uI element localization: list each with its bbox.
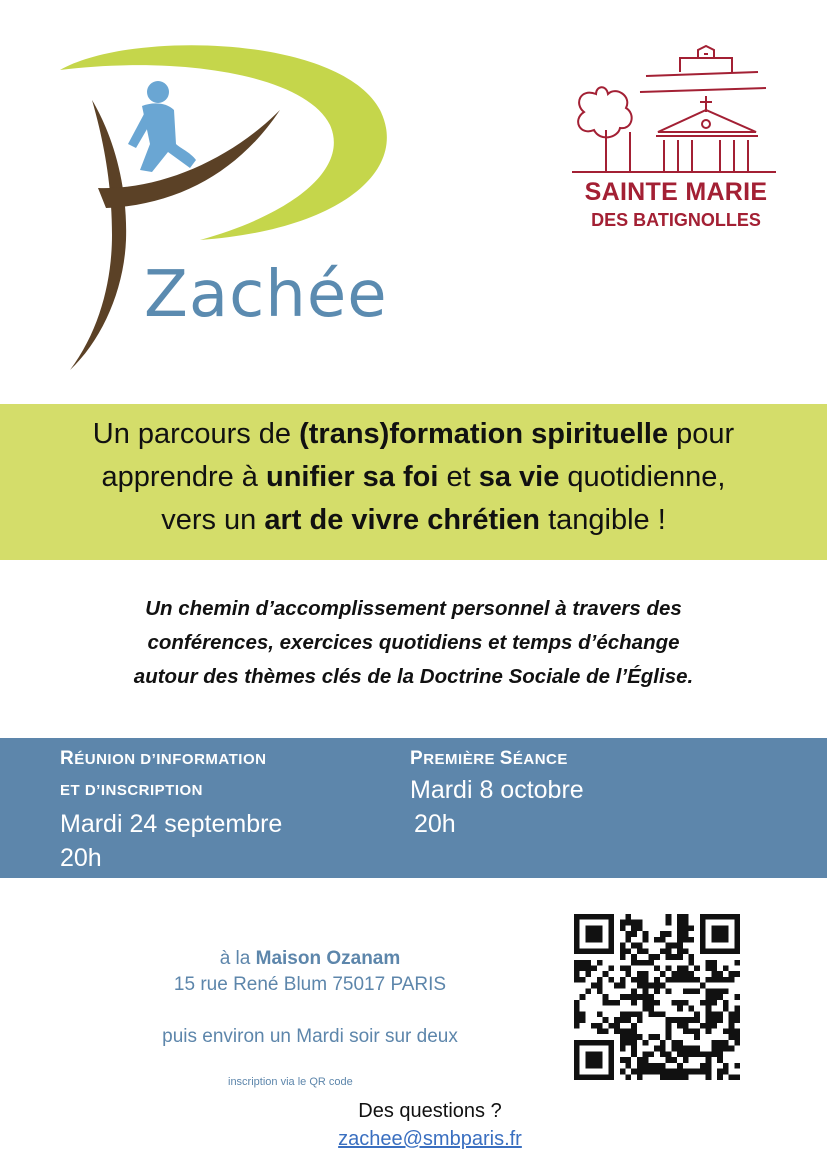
headline-text: vers un [161, 504, 265, 536]
headline-text: pour [668, 418, 735, 450]
schedule-band [0, 738, 827, 878]
venue-name-bold: Maison Ozanam [255, 948, 401, 969]
headline-line-1 [0, 418, 827, 451]
church-facade-icon [566, 44, 786, 176]
headline-emphasis: sa vie [478, 461, 560, 493]
smb-name-line2: DES BATIGNOLLES [591, 210, 761, 230]
headline-emphasis: (trans)formation spirituelle [299, 418, 669, 450]
headline-text: et [438, 461, 479, 493]
headline-emphasis: art de vivre chrétien [264, 504, 541, 536]
info-meeting-heading-2 [60, 782, 203, 800]
qr-code[interactable] [574, 914, 740, 1080]
contact-email-link[interactable]: zachee@smbparis.fr [338, 1128, 522, 1150]
info-meeting-heading [60, 748, 266, 770]
headline-text: Un parcours de [92, 418, 300, 450]
heading-initial: S [499, 748, 513, 769]
venue-name [100, 948, 520, 970]
subtitle-line-3: autour des thèmes clés de la Doctrine Sociale de l’Église. [133, 665, 694, 688]
venue-prefix: à la [219, 948, 256, 969]
info-meeting-date: Mardi 24 septembre [60, 810, 283, 838]
qr-code-icon [574, 914, 740, 1080]
heading-rest: REMIÈRE [423, 751, 500, 768]
headline-line-2 [0, 461, 827, 494]
qr-note: inscription via le QR code [228, 1076, 353, 1088]
venue-frequency: puis environ un Mardi soir sur deux [162, 1026, 458, 1047]
subtitle [30, 592, 797, 694]
heading-rest: ÉANCE [512, 751, 568, 768]
heading-initial: R [60, 748, 75, 769]
heading-initial: P [410, 748, 424, 769]
first-session-time: 20h [414, 810, 456, 838]
zachee-wordmark: Zachée [144, 258, 388, 332]
info-meeting-time: 20h [60, 844, 102, 872]
zachee-logo [40, 40, 440, 380]
first-session-heading [410, 748, 568, 770]
headline-line-3 [0, 504, 827, 537]
sainte-marie-logo [566, 44, 786, 244]
headline-text: apprendre à [101, 461, 266, 493]
subtitle-line-1: Un chemin d’accomplissement personnel à travers des [145, 597, 682, 620]
smb-name-line1: SAINTE MARIE [584, 178, 768, 206]
heading-rest: ET D’INSCRIPTION [60, 782, 204, 799]
headline-band [0, 404, 827, 560]
venue-address: 15 rue René Blum 75017 PARIS [173, 974, 447, 995]
first-session-date: Mardi 8 octobre [410, 776, 584, 804]
headline-text: tangible ! [540, 504, 666, 536]
headline-text: quotidienne, [559, 461, 726, 493]
subtitle-line-2: conférences, exercices quotidiens et temps d’échange [147, 631, 680, 654]
questions-label: Des questions ? [358, 1100, 502, 1122]
heading-rest: ÉUNION D’INFORMATION [74, 751, 267, 768]
headline-emphasis: unifier sa foi [266, 461, 439, 493]
